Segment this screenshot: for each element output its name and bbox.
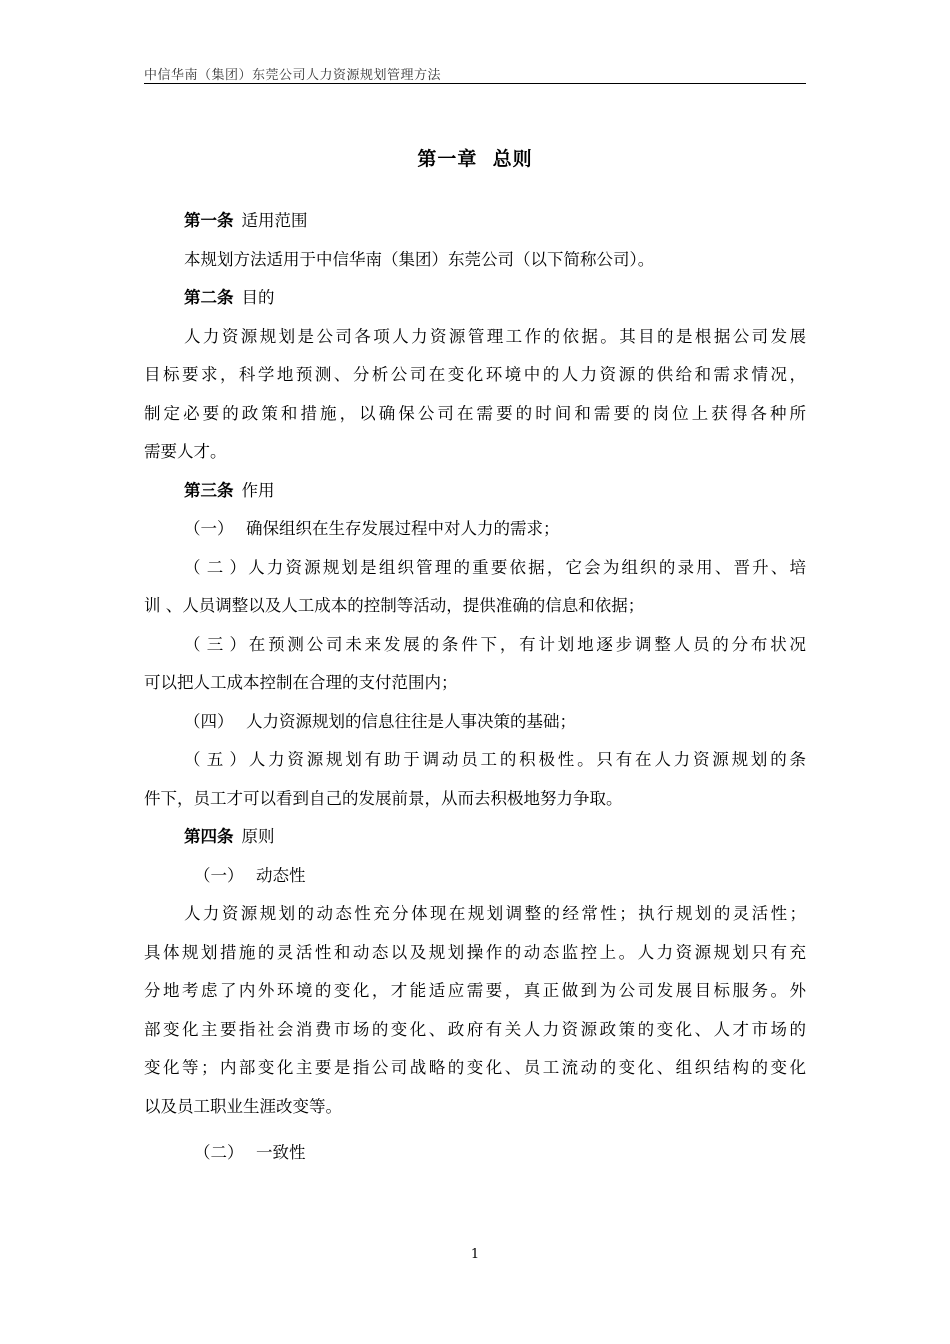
article-heading — [144, 818, 806, 857]
list-item-continuation: 训 、人员调整以及人工成本的控制等活动，提供准确的信息和依据； — [144, 596, 645, 615]
list-item-number: （五） — [184, 750, 246, 769]
chapter-title: 第一章 总则 — [417, 148, 533, 170]
paragraph-line: 分地考虑了内外环境的变化，才能适应需要，真正做到为公司发展目标服务。外 — [144, 981, 806, 1000]
article-title: 作用 — [241, 480, 275, 500]
list-item-number: （三） — [184, 634, 246, 654]
list-item — [144, 510, 806, 549]
paragraph-line: 人力资源规划是公司各项人力资源管理工作的依据。其目的是根据公司发展 — [184, 326, 806, 346]
paragraph-line: 本规划方法适用于中信华南（集团）东莞公司（以下简称公司）。 — [184, 249, 655, 269]
list-item-number: （一） — [184, 519, 234, 538]
article-heading — [144, 202, 806, 241]
paragraph-line: 需要人才。 — [144, 442, 227, 461]
paragraph-line: 目标要求，科学地预测、分析公司在变化环境中的人力资源的供给和需求情况， — [144, 365, 806, 384]
sub-heading — [144, 857, 806, 896]
list-item-number: （二） — [184, 557, 246, 577]
article-title: 原则 — [241, 827, 275, 846]
paragraph-line: 具体规划措施的灵活性和动态以及规划操作的动态监控上。人力资源规划只有充 — [144, 942, 806, 962]
sub-heading-number: （二） — [194, 1143, 244, 1162]
list-item-text: 确保组织在生存发展过程中对人力的需求； — [246, 519, 560, 538]
list-item — [144, 549, 806, 588]
article-label: 第四条 — [184, 827, 234, 846]
paragraph-line: 人力资源规划的动态性充分体现在规划调整的经常性；执行规划的灵活性； — [184, 904, 806, 923]
paragraph-line: 以及员工职业生涯改变等。 — [144, 1096, 342, 1116]
header-rule — [144, 83, 806, 84]
list-item-continuation: 可以把人工成本控制在合理的支付范围内； — [144, 673, 458, 692]
article-heading — [144, 279, 806, 318]
sub-heading — [144, 1134, 806, 1173]
list-item — [144, 741, 806, 780]
paragraph-line: 变化等；内部变化主要是指公司战略的变化、员工流动的变化、组织结构的变化 — [144, 1058, 806, 1077]
article-label: 第二条 — [184, 288, 234, 307]
list-item — [144, 703, 806, 742]
article-title: 适用范围 — [241, 211, 308, 230]
list-item-text: 人力资源规划的信息往往是人事决策的基础； — [246, 711, 576, 731]
list-item-text: 在预测公司未来发展的条件下，有计划地逐步调整人员的分布状况 — [246, 634, 806, 654]
list-item-number: （四） — [184, 711, 234, 731]
sub-heading-title: 一致性 — [256, 1143, 306, 1162]
article-label: 第一条 — [184, 211, 234, 230]
list-item-text: 人力资源规划有助于调动员工的积极性。只有在人力资源规划的条 — [246, 750, 806, 769]
paragraph-line: 制定必要的政策和措施，以确保公司在需要的时间和需要的岗位上获得各种所 — [144, 403, 806, 423]
list-item-text: 人力资源规划是组织管理的重要依据，它会为组织的录用、晋升、培 — [246, 557, 806, 577]
document-body — [144, 140, 806, 1173]
running-header: 中信华南（集团）东莞公司人力资源规划管理方法 — [144, 68, 442, 83]
sub-heading-number: （一） — [194, 865, 244, 885]
article-title: 目的 — [241, 288, 275, 307]
article-label: 第三条 — [184, 480, 234, 500]
list-item-continuation: 件下，员工才可以看到自己的发展前景，从而去积极地努力争取。 — [144, 788, 623, 808]
list-item — [144, 626, 806, 665]
page-number: 1 — [470, 1247, 480, 1262]
article-heading — [144, 472, 806, 511]
sub-heading-title: 动态性 — [256, 865, 306, 885]
paragraph-line: 部变化主要指社会消费市场的变化、政府有关人力资源政策的变化、人才市场的 — [144, 1019, 806, 1039]
